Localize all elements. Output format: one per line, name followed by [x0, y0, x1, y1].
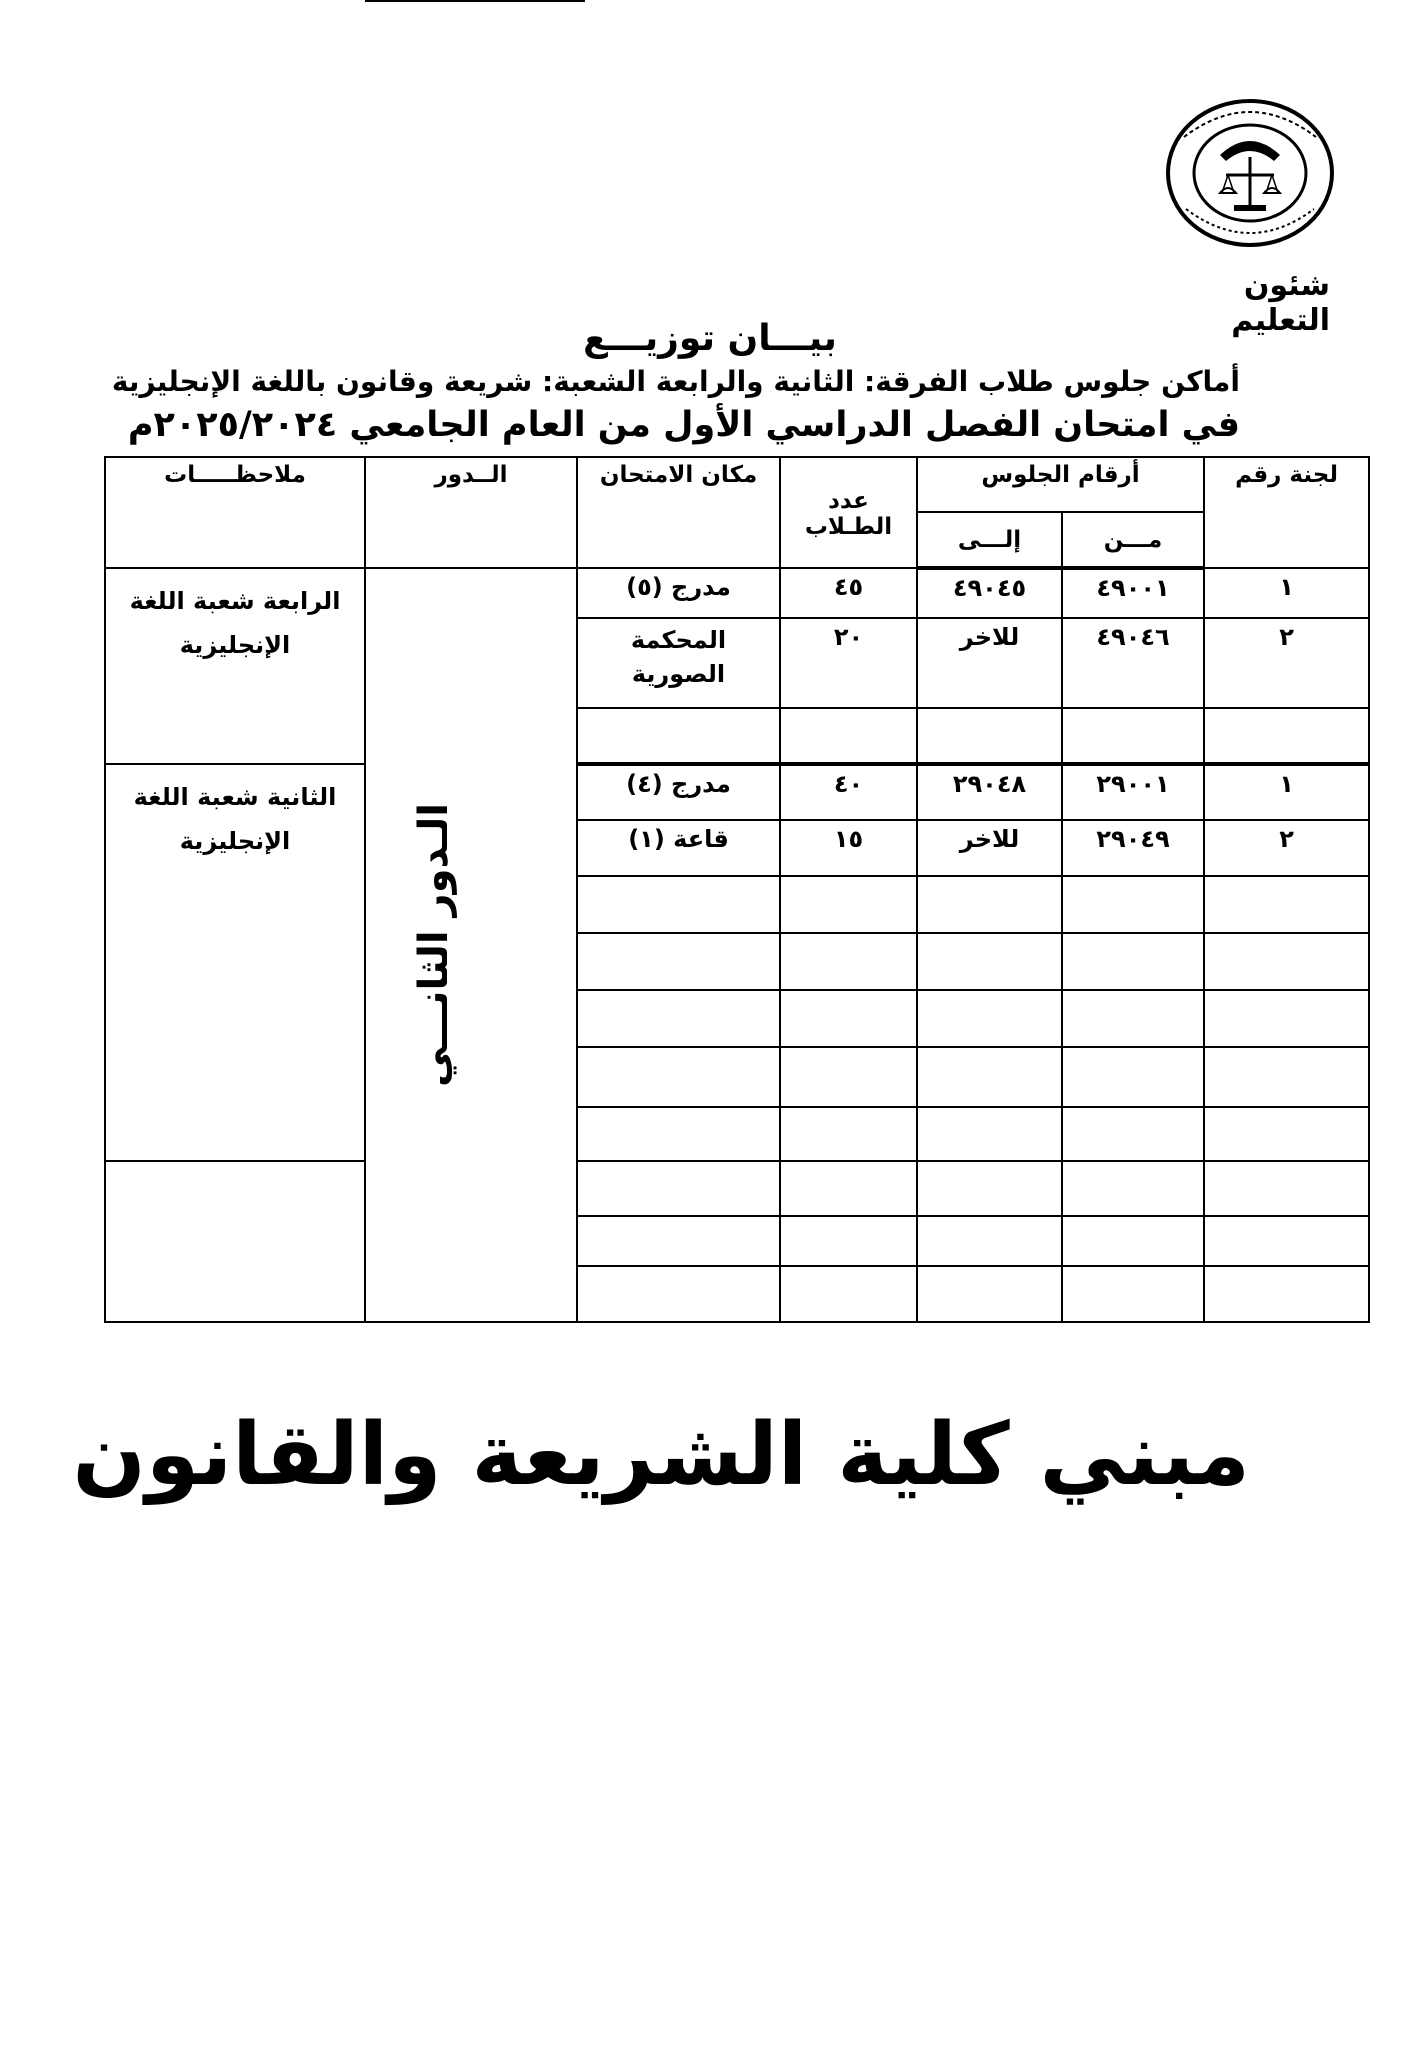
exam-place: مدرج (٤) — [577, 764, 780, 820]
header-seat-numbers: أرقام الجلوس — [917, 457, 1204, 512]
table-row — [105, 568, 1369, 618]
header-notes: ملاحظـــــات — [105, 457, 365, 568]
committee-number: ٢ — [1204, 820, 1369, 876]
seat-to: ٢٩٠٤٨ — [917, 764, 1062, 820]
seating-distribution-table — [104, 456, 1370, 1323]
committee-number: ١ — [1204, 568, 1369, 618]
seat-to: ٤٩٠٤٥ — [917, 568, 1062, 618]
exam-place: المحكمة الصورية — [577, 618, 780, 708]
student-count: ٤٠ — [780, 764, 917, 820]
header-exam-place: مكان الامتحان — [577, 457, 780, 568]
committee-number: ٢ — [1204, 618, 1369, 708]
table-row — [105, 764, 1369, 820]
empty-note-cell — [105, 1161, 365, 1322]
top-edge-line — [365, 0, 585, 2]
seat-from: ٤٩٠٠١ — [1062, 568, 1204, 618]
faculty-seal-logo — [1164, 97, 1336, 249]
seat-to: للاخر — [917, 820, 1062, 876]
seat-to: للاخر — [917, 618, 1062, 708]
student-count: ٢٠ — [780, 618, 917, 708]
committee-number: ١ — [1204, 764, 1369, 820]
round-cell — [365, 568, 577, 1322]
seat-from: ٢٩٠٤٩ — [1062, 820, 1204, 876]
document-subtitle: أماكن جلوس طلاب الفرقة: الثانية والرابعة الشعبة: شريعة وقانون باللغة الإنجليزية — [111, 365, 1240, 398]
header-round: الــدور — [365, 457, 577, 568]
exam-place: قاعة (١) — [577, 820, 780, 876]
group-note: الثانية شعبة اللغة الإنجليزية — [105, 764, 365, 1161]
header-from: مـــن — [1062, 512, 1204, 568]
exam-period-line: في امتحان الفصل الدراسي الأول من العام الجامعي ٢٠٢٥/٢٠٢٤م — [127, 405, 1240, 445]
department-label: شئون التعليم — [1231, 268, 1330, 338]
seat-from: ٢٩٠٠١ — [1062, 764, 1204, 820]
seat-from: ٤٩٠٤٦ — [1062, 618, 1204, 708]
exam-place: مدرج (٥) — [577, 568, 780, 618]
student-count: ٤٥ — [780, 568, 917, 618]
document-title: بيـــان توزيـــع — [583, 318, 837, 359]
header-committee: لجنة رقم — [1204, 457, 1369, 568]
round-value: الـدور الثانـــي — [411, 803, 458, 1087]
header-to: إلـــى — [917, 512, 1062, 568]
table-row — [105, 1161, 1369, 1216]
building-label: مبني كلية الشريعة والقانون — [72, 1405, 1250, 1505]
student-count: ١٥ — [780, 820, 917, 876]
header-student-count: عدد الطـلاب — [780, 457, 917, 568]
group-note: الرابعة شعبة اللغة الإنجليزية — [105, 568, 365, 764]
